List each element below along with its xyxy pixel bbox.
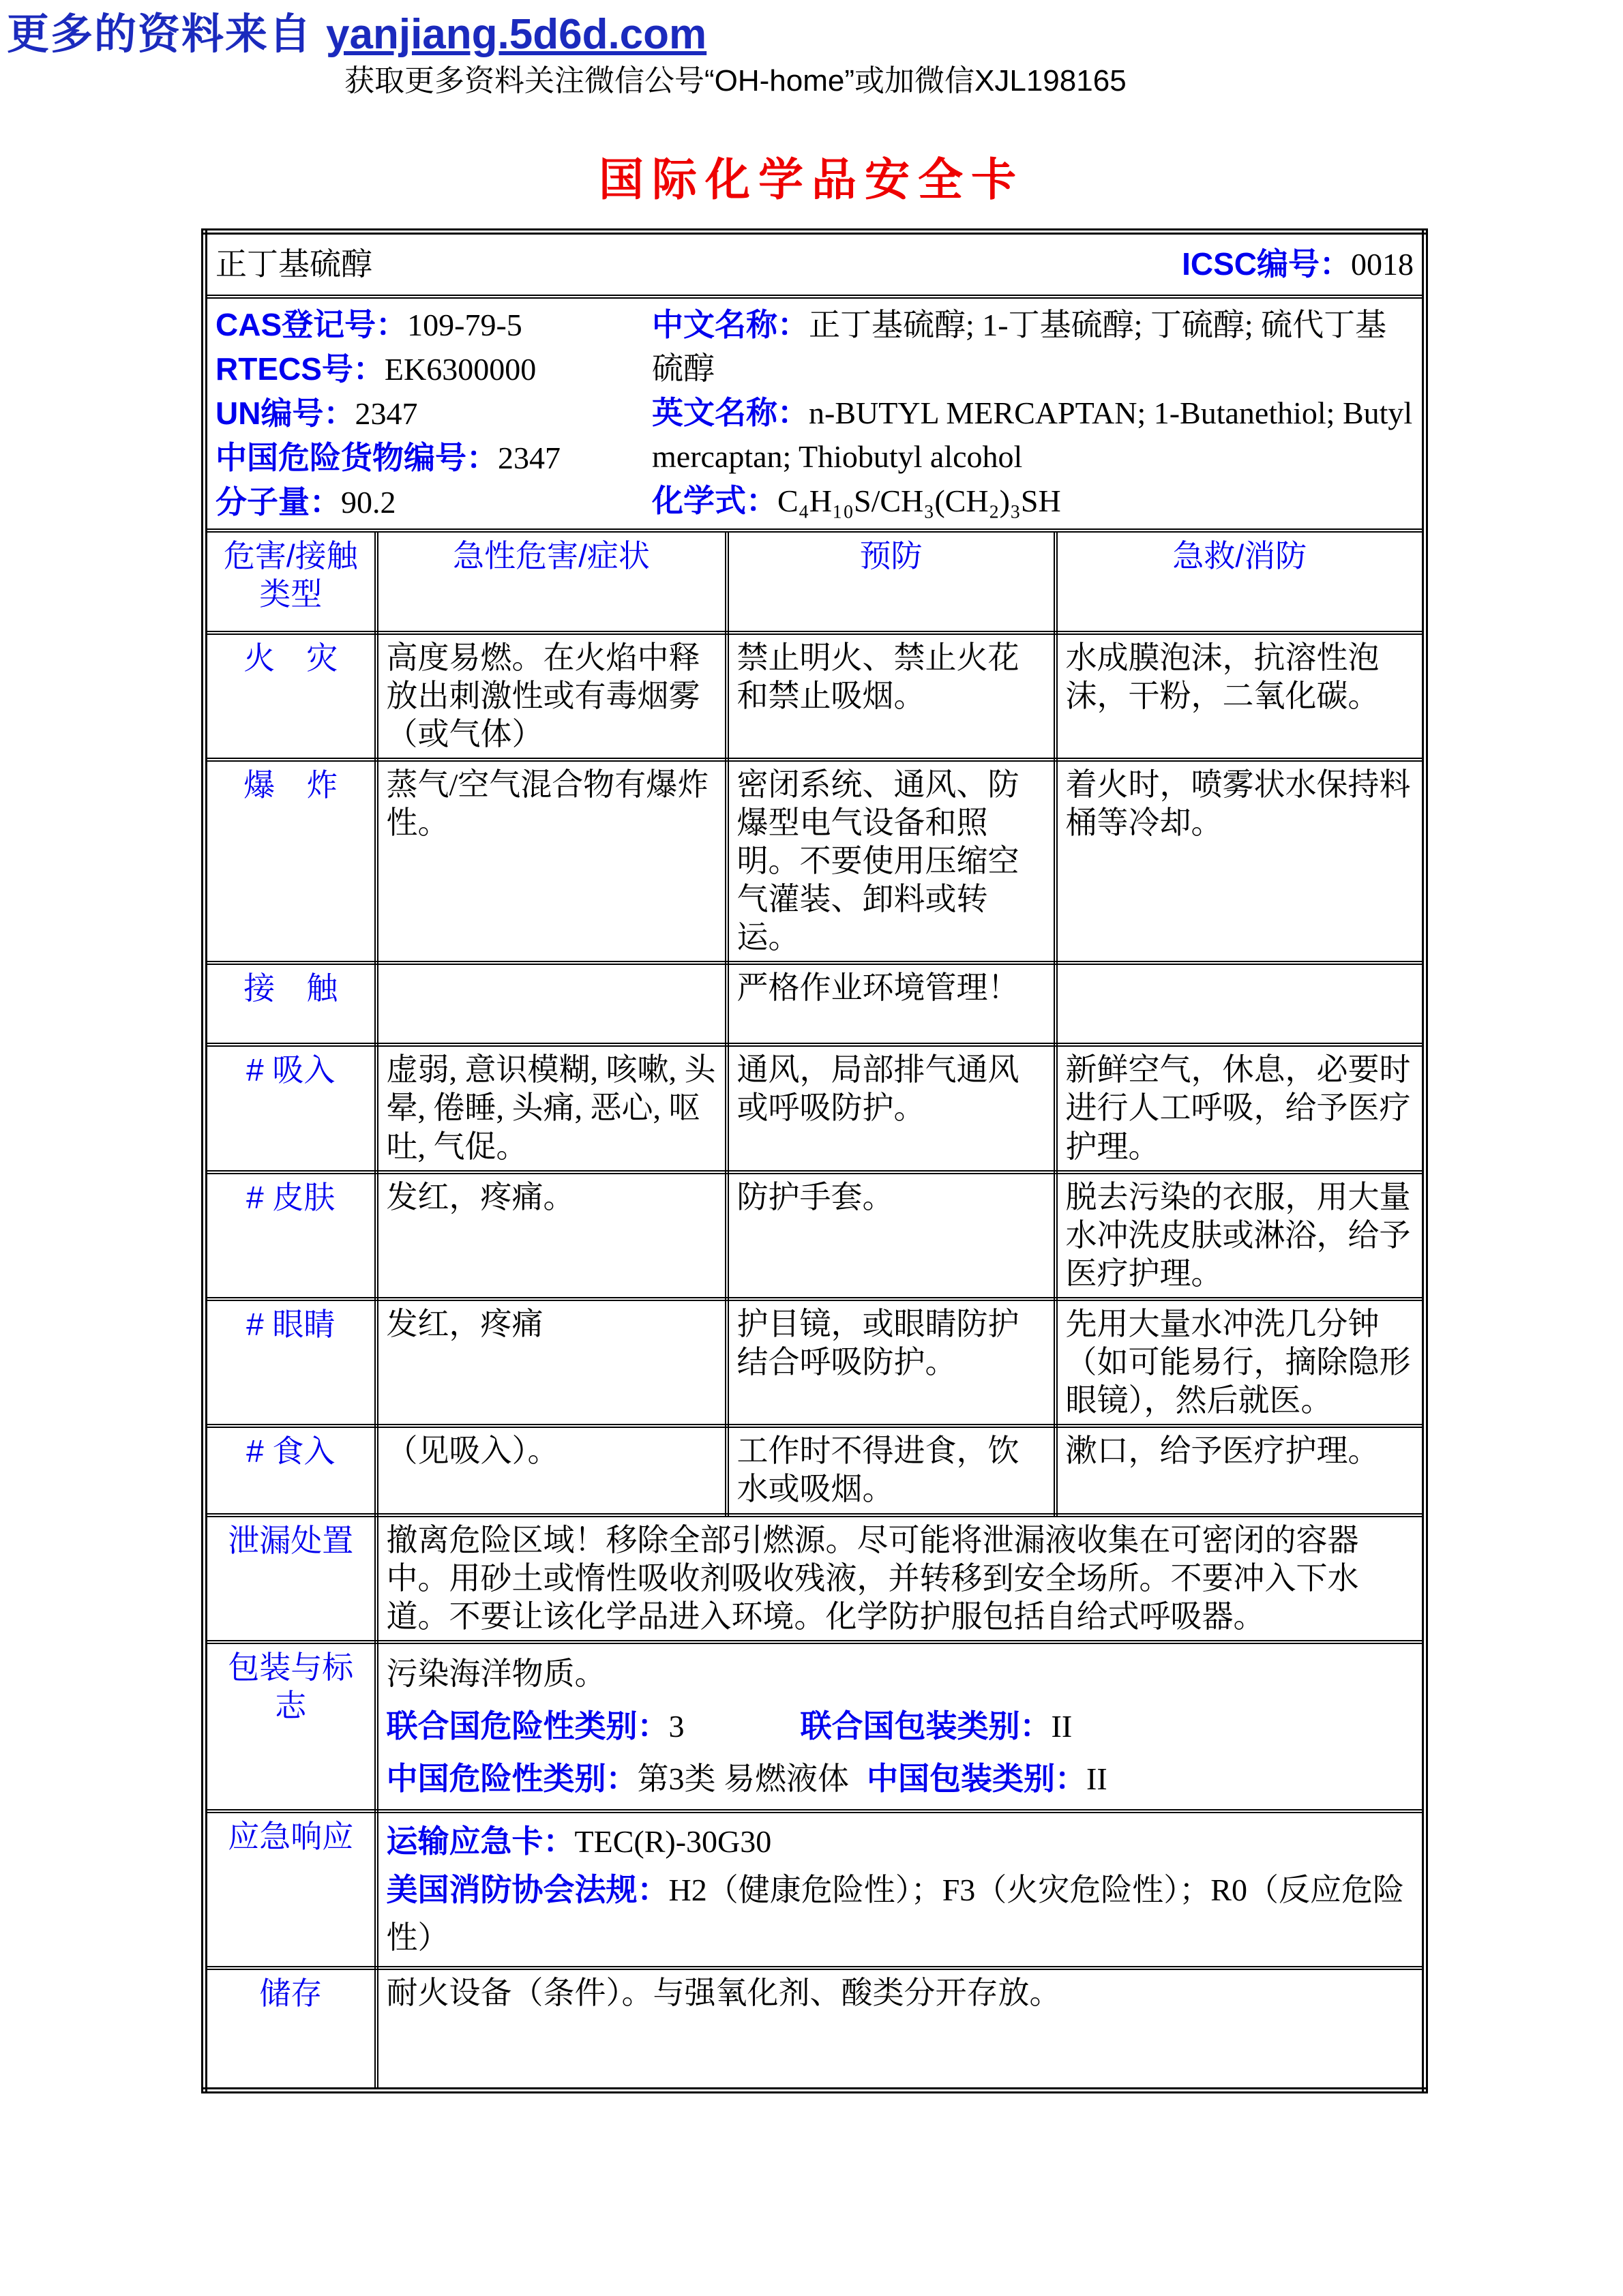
hazard-type-label: # 眼睛 [205,1299,376,1426]
china-dg-number: 中国危险货物编号：2347 [215,439,561,475]
symptoms-cell: 蒸气/空气混合物有爆炸性。 [376,760,727,964]
cas-number: CAS登记号：109-79-5 [215,306,522,342]
prevention-cell: 工作时不得进食，饮水或吸烟。 [727,1426,1056,1515]
cn-classification-line: 中国危险性类别：第3类 易燃液体 中国包装类别：II [386,1760,1107,1796]
prevention-cell: 严格作业环境管理！ [727,963,1056,1045]
packaging-labelling-row [205,1642,1425,1811]
spill-disposal-content: 撤离危险区域！移除全部引燃源。尽可能将泄漏液收集在可密闭的容器中。用砂土或惰性吸收剂吸收残液，并转移到安全场所。不要冲入下水道。不要让该化学品进入环境。化学防护服包括自给式呼吸器。 [376,1515,1425,1642]
banner-link[interactable]: yanjiang.5d6d.com [326,11,707,58]
header-firstaid: 急救/消防 [1056,531,1425,633]
site-banner [7,0,706,61]
firstaid-cell: 脱去污染的衣服，用大量水冲洗皮肤或淋浴，给予医疗护理。 [1056,1172,1425,1299]
hazard-row-eyes [205,1299,1425,1426]
packaging-label: 包装与标志 [205,1642,376,1811]
symptoms-cell: 发红，疼痛 [376,1299,727,1426]
hazard-type-label: # 食入 [205,1426,376,1515]
hazard-row-inhalation [205,1045,1425,1172]
icsc-card-table [201,228,1428,2093]
substance-name: 正丁基硫醇 [215,246,372,282]
icsc-number-value: 0018 [1351,247,1414,282]
spill-disposal-row [205,1515,1425,1642]
firstaid-cell: 着火时，喷雾状水保持料桶等冷却。 [1056,760,1425,964]
un-classification-line: 联合国危险性类别：3 联合国包装类别：II [386,1708,1073,1744]
symptoms-cell [376,963,727,1045]
header-symptoms: 急性危害/症状 [376,531,727,633]
hazard-type-label: # 皮肤 [205,1172,376,1299]
hazard-row-exposure [205,963,1425,1045]
prevention-cell: 通风，局部排气通风或呼吸防护。 [727,1045,1056,1172]
hazard-row-explosion [205,760,1425,964]
prevention-cell: 密闭系统、通风、防爆型电气设备和照明。不要使用压缩空气灌装、卸料或转运。 [727,760,1056,964]
firstaid-cell: 漱口，给予医疗护理。 [1056,1426,1425,1515]
prevention-cell: 护目镜，或眼睛防护结合呼吸防护。 [727,1299,1056,1426]
chemical-formula: 化学式：C₄H₁₀S/CH₃(CH₂)₃SH [652,482,1061,518]
hazard-row-ingestion [205,1426,1425,1515]
storage-content: 耐火设备（条件）。与强氧化剂、酸类分开存放。 [376,1968,1425,2091]
hazard-type-label: # 吸入 [205,1045,376,1172]
molecular-weight: 分子量：90.2 [215,483,396,520]
emergency-response-row [205,1811,1425,1968]
hazard-header-row [205,531,1425,633]
marine-pollutant-note: 污染海洋物质。 [386,1656,606,1691]
firstaid-cell: 新鲜空气，休息，必要时进行人工呼吸，给予医疗护理。 [1056,1045,1425,1172]
icsc-number [1182,245,1414,284]
un-number: UN编号：2347 [215,395,418,431]
chinese-names: 中文名称：正丁基硫醇; 1-丁基硫醇; 丁硫醇; 硫代丁基硫醇 [652,306,1387,386]
packaging-content [376,1642,1425,1811]
wechat-subtitle: 获取更多资料关注微信公号“OH-home”或加微信XJL198165 [344,64,1127,98]
storage-row [205,1968,1425,2091]
header-prevention: 预防 [727,531,1056,633]
emergency-response-label: 应急响应 [205,1811,376,1968]
banner-text: 更多的资料来自 [7,11,313,58]
firstaid-cell: 先用大量水冲洗几分钟（如可能易行，摘除隐形眼镜），然后就医。 [1056,1299,1425,1426]
substance-names [652,303,1414,524]
storage-label: 储存 [205,1968,376,2091]
emergency-response-content [376,1811,1425,1968]
substance-title-row [205,232,1425,297]
transport-emergency-card: 运输应急卡：TEC(R)-30G30 [386,1823,772,1859]
english-names: 英文名称：n-BUTYL MERCAPTAN; 1-Butanethiol; Butyl mercaptan; Thiobutyl alcohol [652,394,1413,474]
header-hazard-type: 危害/接触类型 [205,531,376,633]
firstaid-cell [1056,963,1425,1045]
rtecs-number: RTECS号：EK6300000 [215,351,537,387]
hazard-type-label: 火 灾 [205,633,376,760]
hazard-row-fire [205,633,1425,760]
symptoms-cell: 高度易燃。在火焰中释放出刺激性或有毒烟雾（或气体） [376,633,727,760]
prevention-cell: 防护手套。 [727,1172,1056,1299]
identifiers-row [205,297,1425,531]
symptoms-cell: 虚弱, 意识模糊, 咳嗽, 头晕, 倦睡, 头痛, 恶心, 呕吐, 气促。 [376,1045,727,1172]
prevention-cell: 禁止明火、禁止火花和禁止吸烟。 [727,633,1056,760]
firstaid-cell: 水成膜泡沫，抗溶性泡沫，干粉，二氧化碳。 [1056,633,1425,760]
registry-numbers [215,303,652,524]
page-title: 国际化学品安全卡 [599,153,1024,206]
icsc-number-label: ICSC编号： [1182,246,1352,282]
symptoms-cell: （见吸入）。 [376,1426,727,1515]
spill-disposal-label: 泄漏处置 [205,1515,376,1642]
symptoms-cell: 发红，疼痛。 [376,1172,727,1299]
hazard-row-skin [205,1172,1425,1299]
nfpa-code: 美国消防协会法规：H2（健康危险性）；F3（火灾危险性）；R0（反应危险性） [386,1871,1404,1955]
hazard-type-label: 接 触 [205,963,376,1045]
hazard-type-label: 爆 炸 [205,760,376,964]
